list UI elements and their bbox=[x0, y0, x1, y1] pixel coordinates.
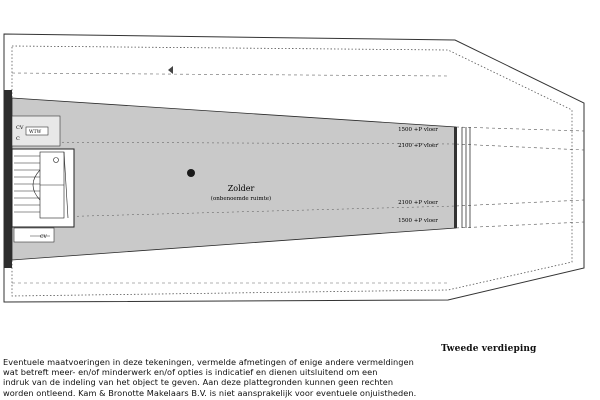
cv-label: CV bbox=[16, 125, 24, 131]
meter-box bbox=[14, 228, 54, 242]
attic-floor-area bbox=[12, 98, 456, 260]
slope-line bbox=[456, 200, 584, 206]
slope-line bbox=[456, 144, 584, 150]
room-name: Zolder bbox=[227, 184, 255, 193]
left-wall bbox=[4, 90, 12, 268]
disclaimer-line: wat betreft meer- en/of minderwerk en/of opties is indicatief en dienen uitsluitend om een bbox=[3, 367, 378, 378]
staircase bbox=[12, 149, 74, 227]
room-subtitle: (onbenoemde ruimte) bbox=[210, 196, 272, 202]
disclaimer-line: worden ontleend. Kam & Bronotte Makelaars B.V. is niet aansprakelijk voor eventuele onjuistheden. bbox=[3, 387, 417, 398]
disclaimer-text bbox=[3, 357, 599, 398]
center-dot bbox=[187, 169, 195, 177]
guide-line bbox=[12, 73, 448, 76]
disclaimer-line: indruk van de indeling van het object te geven. Aan deze plattegronden kunnen geen rechten bbox=[3, 377, 394, 388]
height-label-1500-bottom: 1500 +P vloer bbox=[398, 218, 438, 224]
wtw-label: WTW bbox=[29, 130, 42, 135]
c-label: C bbox=[16, 136, 20, 142]
height-label-2100-bottom: 2100 +P vloer bbox=[398, 200, 438, 206]
right-wall-post bbox=[454, 127, 457, 228]
floor-caption: Tweede verdieping bbox=[441, 344, 537, 354]
cv-bottom-label: CV bbox=[40, 235, 47, 240]
disclaimer-line: Eventuele maatvoeringen in deze tekeningen, vermelde afmetingen of enige andere vermeldingen bbox=[3, 357, 414, 367]
slope-line bbox=[456, 127, 584, 131]
height-label-1500-top: 1500 +P vloer bbox=[398, 127, 438, 133]
arrow-icon bbox=[168, 66, 173, 74]
height-label-2100-top: 2100 +P vloer bbox=[398, 143, 438, 149]
slope-line bbox=[456, 222, 584, 228]
